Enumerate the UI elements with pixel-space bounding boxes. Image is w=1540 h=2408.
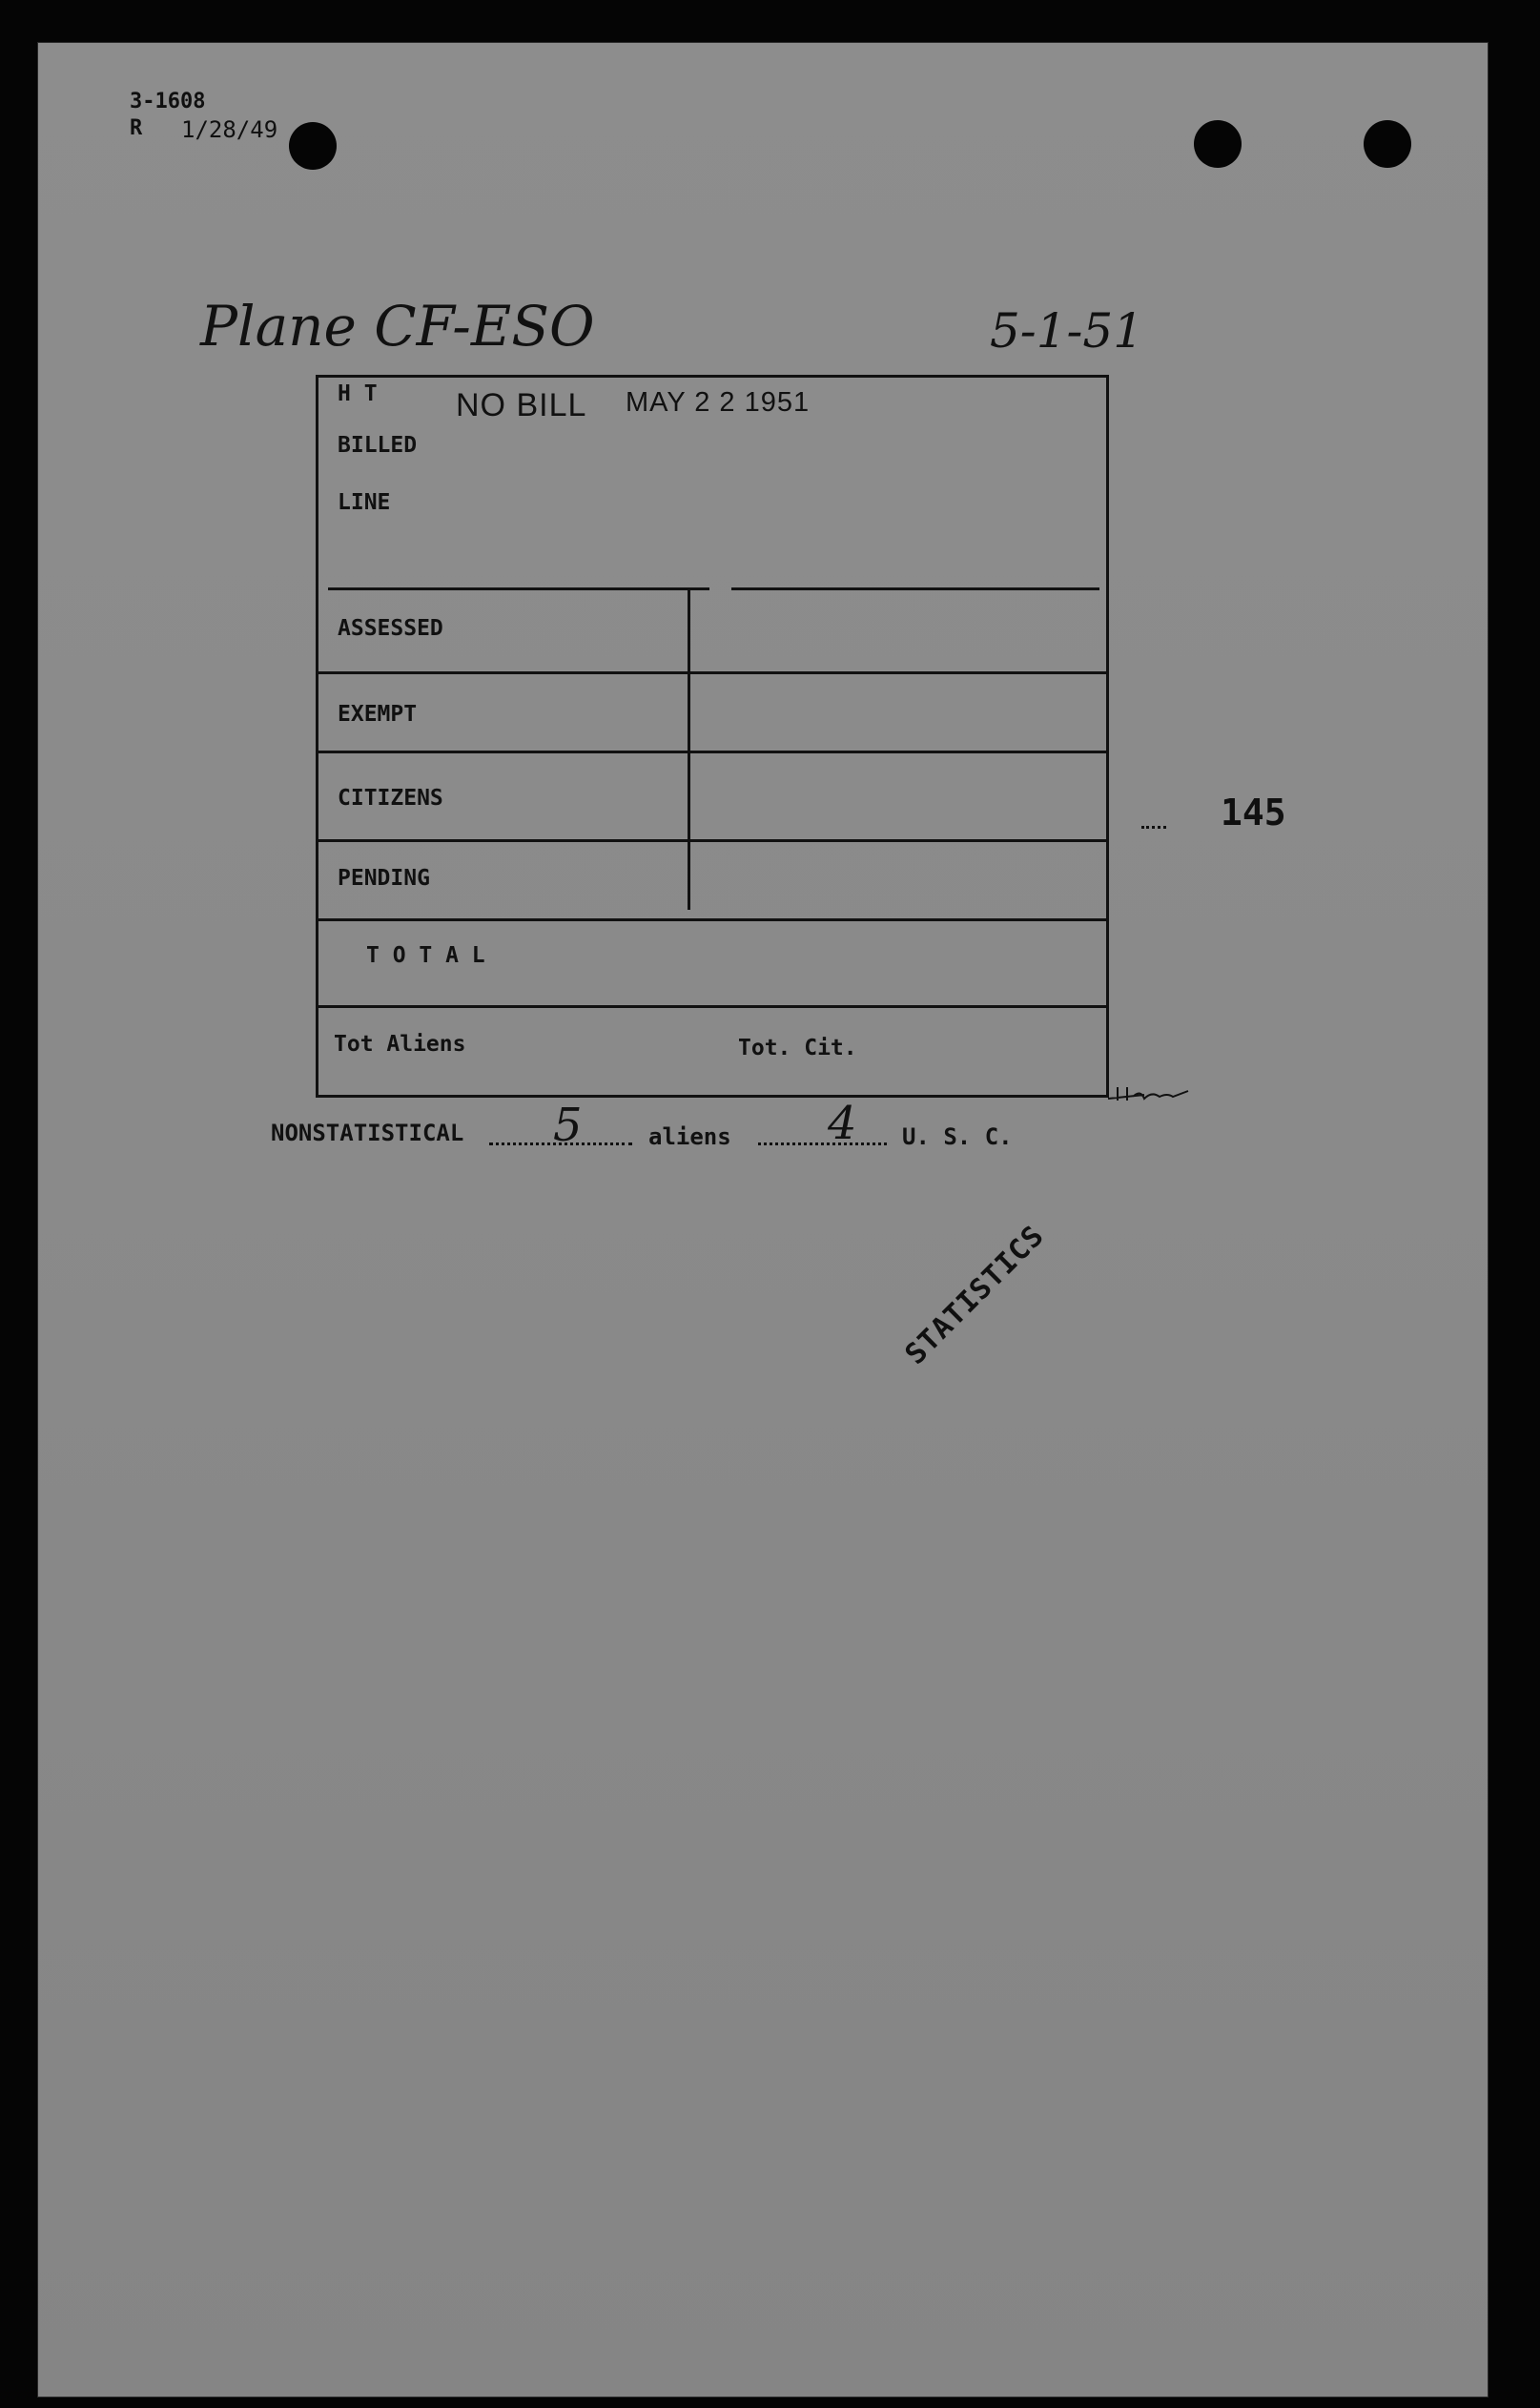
date-stamp: MAY 2 2 1951 <box>626 387 811 418</box>
initials-mark <box>1106 1080 1192 1108</box>
divider-assessed <box>318 671 1106 674</box>
form-number: 3-1608 <box>130 90 206 113</box>
divider-citizens <box>318 839 1106 842</box>
label-billed: BILLED <box>338 433 418 458</box>
usc-label: U. S. C. <box>902 1123 1013 1150</box>
margin-number: 145 <box>1221 792 1286 834</box>
usc-value: 4 <box>828 1097 857 1150</box>
punch-hole-right <box>1364 120 1411 168</box>
margin-leader-line <box>1141 826 1166 829</box>
nonstatistical-label: NONSTATISTICAL <box>271 1120 464 1146</box>
date-handwritten: 5-1-51 <box>990 303 1144 359</box>
column-divider <box>688 589 690 910</box>
label-tot-cit: Tot. Cit. <box>738 1036 857 1060</box>
usc-blank <box>758 1142 887 1145</box>
divider-total <box>318 1005 1106 1008</box>
divider-exempt <box>318 751 1106 753</box>
label-line: LINE <box>338 490 391 515</box>
aliens-value: 5 <box>553 1099 583 1152</box>
no-bill-stamp: NO BILL <box>456 387 587 423</box>
punch-hole-middle <box>1194 120 1242 168</box>
punch-hole-left <box>289 122 337 170</box>
divider-upper-left <box>328 587 709 590</box>
plane-id-handwritten: Plane CF-ESO <box>200 294 595 359</box>
aliens-label: aliens <box>648 1123 731 1150</box>
divider-upper-right <box>731 587 1099 590</box>
divider-pending <box>318 918 1106 921</box>
form-revision: 1/28/49 <box>181 116 278 143</box>
statistics-stamp: STATISTICS <box>898 1219 1052 1371</box>
label-total: T O T A L <box>366 943 485 968</box>
label-citizens: CITIZENS <box>338 786 443 811</box>
label-exempt: EXEMPT <box>338 702 418 727</box>
form-revision-prefix: R <box>130 116 143 140</box>
label-pending: PENDING <box>338 866 430 891</box>
label-tot-aliens: Tot Aliens <box>334 1032 466 1057</box>
label-assessed: ASSESSED <box>338 616 443 641</box>
form-table <box>316 375 1109 1098</box>
label-ht: H T <box>338 381 378 406</box>
